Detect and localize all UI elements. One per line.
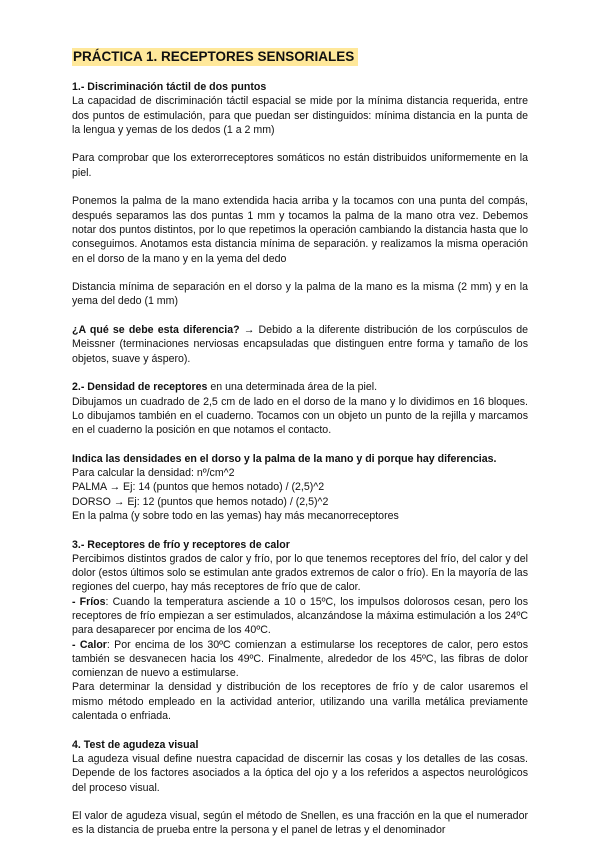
section-1-question-answer: → Debido a la diferente distribución de los corpúsculos de Meissner (terminaciones nerviosas encapsuladas que distinguen entre forma y tamaño de los objetos, suave y áspero). [72,324,528,365]
section-2-heading: 2.- Densidad de receptores [72,381,208,394]
section-2-line-1: Para calcular la densidad: nº/cm^2 [72,467,235,480]
section-2-heading-line [72,380,528,394]
section-4-paragraph-2: El valor de agudeza visual, según el método de Snellen, es una fracción en la que el numerador es la distancia de prueba entre la persona y el panel de letras y el denominador [72,810,528,837]
section-3-frios-label: - Fríos [72,595,106,608]
section-2-line-3: DORSO → Ej: 12 (puntos que hemos notado) / (2,5)^2 [72,495,329,508]
section-2-line-4: En la palma (y sobre todo en las yemas) hay más mecanorreceptores [72,509,399,522]
section-3-paragraph-1: Percibimos distintos grados de calor y frío, por lo que tenemos receptores del frío, del calor y del dolor (estos últimos solo se estimulan ante grados extremos de calor o frío). En la mayoría de las regiones del cuerpo, hay más receptores de frío que de calor. [72,552,528,594]
section-1-paragraph-1: La capacidad de discriminación táctil espacial se mide por la mínima distancia requerida, entre dos puntos de estimulación, para que puedan ser distinguidos: mínima distancia en la punta de la lengua y yemas de los dedos (1 a 2 mm) [72,95,528,136]
section-2-question: Indica las densidades en el dorso y la palma de la mano y di porque hay diferencias. [72,452,497,465]
section-1-question-bold: ¿A qué se debe esta diferencia? [72,324,240,337]
section-3-calor-text: : Por encima de los 30ºC comienzan a estimularse los receptores de calor, pero estos también se desvanecen hacia los 49ºC. Finalmente, alrededor de los 45ºC, las fibras de dolor comienzan de nuevo a estimularse. [72,638,528,680]
section-2-heading-rest: en una determinada área de la piel. [207,381,378,394]
section-3-paragraph-2: Para determinar la densidad y distribución de los receptores de frío y de calor usaremos el mismo método empleado en la actividad anterior, utilizando una varilla metálica previamente calentada o enfriada. [72,681,528,723]
section-3-calor-label: - Calor [72,638,107,651]
section-1-paragraph-2: Para comprobar que los exterorreceptores somáticos no están distribuidos uniformemente en la piel. [72,152,528,179]
section-3-frios [72,595,528,638]
section-3-heading: 3.- Receptores de frío y receptores de calor [72,538,290,551]
section-1-question [72,323,528,366]
page-title: PRÁCTICA 1. RECEPTORES SENSORIALES [72,48,358,66]
document-page [72,48,528,838]
section-3-calor [72,638,528,681]
section-1-paragraph-3: Ponemos la palma de la mano extendida hacia arriba y la tocamos con una punta del compás, después separamos las dos puntas 1 mm y tocamos la palma de la mano otra vez. Debemos notar dos puntos distintos, por lo que repetimos la operación cambiando la distancia hasta que lo conseguimos. Anotamos esta distancia mínima de separación. y realizamos la misma operación en el dorso de la mano y en la yema del dedo [72,195,528,265]
section-3-frios-text: : Cuando la temperatura asciende a 10 o 15ºC, los impulsos dolorosos cesan, pero los receptores de frío empiezan a ser estimulados, alcanzándose la máxima estimulación a los 24ºC para desaparecer por encima de los 40ºC. [72,595,528,637]
section-1-paragraph-4: Distancia mínima de separación en el dorso y la palma de la mano es la misma (2 mm) y en la yema del dedo (1 mm) [72,281,528,308]
section-4-paragraph-1: La agudeza visual define nuestra capacidad de discernir las cosas y los detalles de las cosas. Depende de los factores asociados a la óptica del ojo y a los referidos a aspectos neurológicos del proceso visual. [72,752,528,794]
section-4-heading: 4. Test de agudeza visual [72,738,199,751]
section-1-heading: 1.- Discriminación táctil de dos puntos [72,81,267,93]
section-2-paragraph-1: Dibujamos un cuadrado de 2,5 cm de lado en el dorso de la mano y lo dividimos en 16 bloques. Lo dibujamos también en el cuaderno. Tocamos con un objeto un punto de la rejilla y marcamos en el cuaderno la posición en que notamos el contacto. [72,395,528,437]
section-2-line-2: PALMA → Ej: 14 (puntos que hemos notado) / (2,5)^2 [72,481,325,494]
